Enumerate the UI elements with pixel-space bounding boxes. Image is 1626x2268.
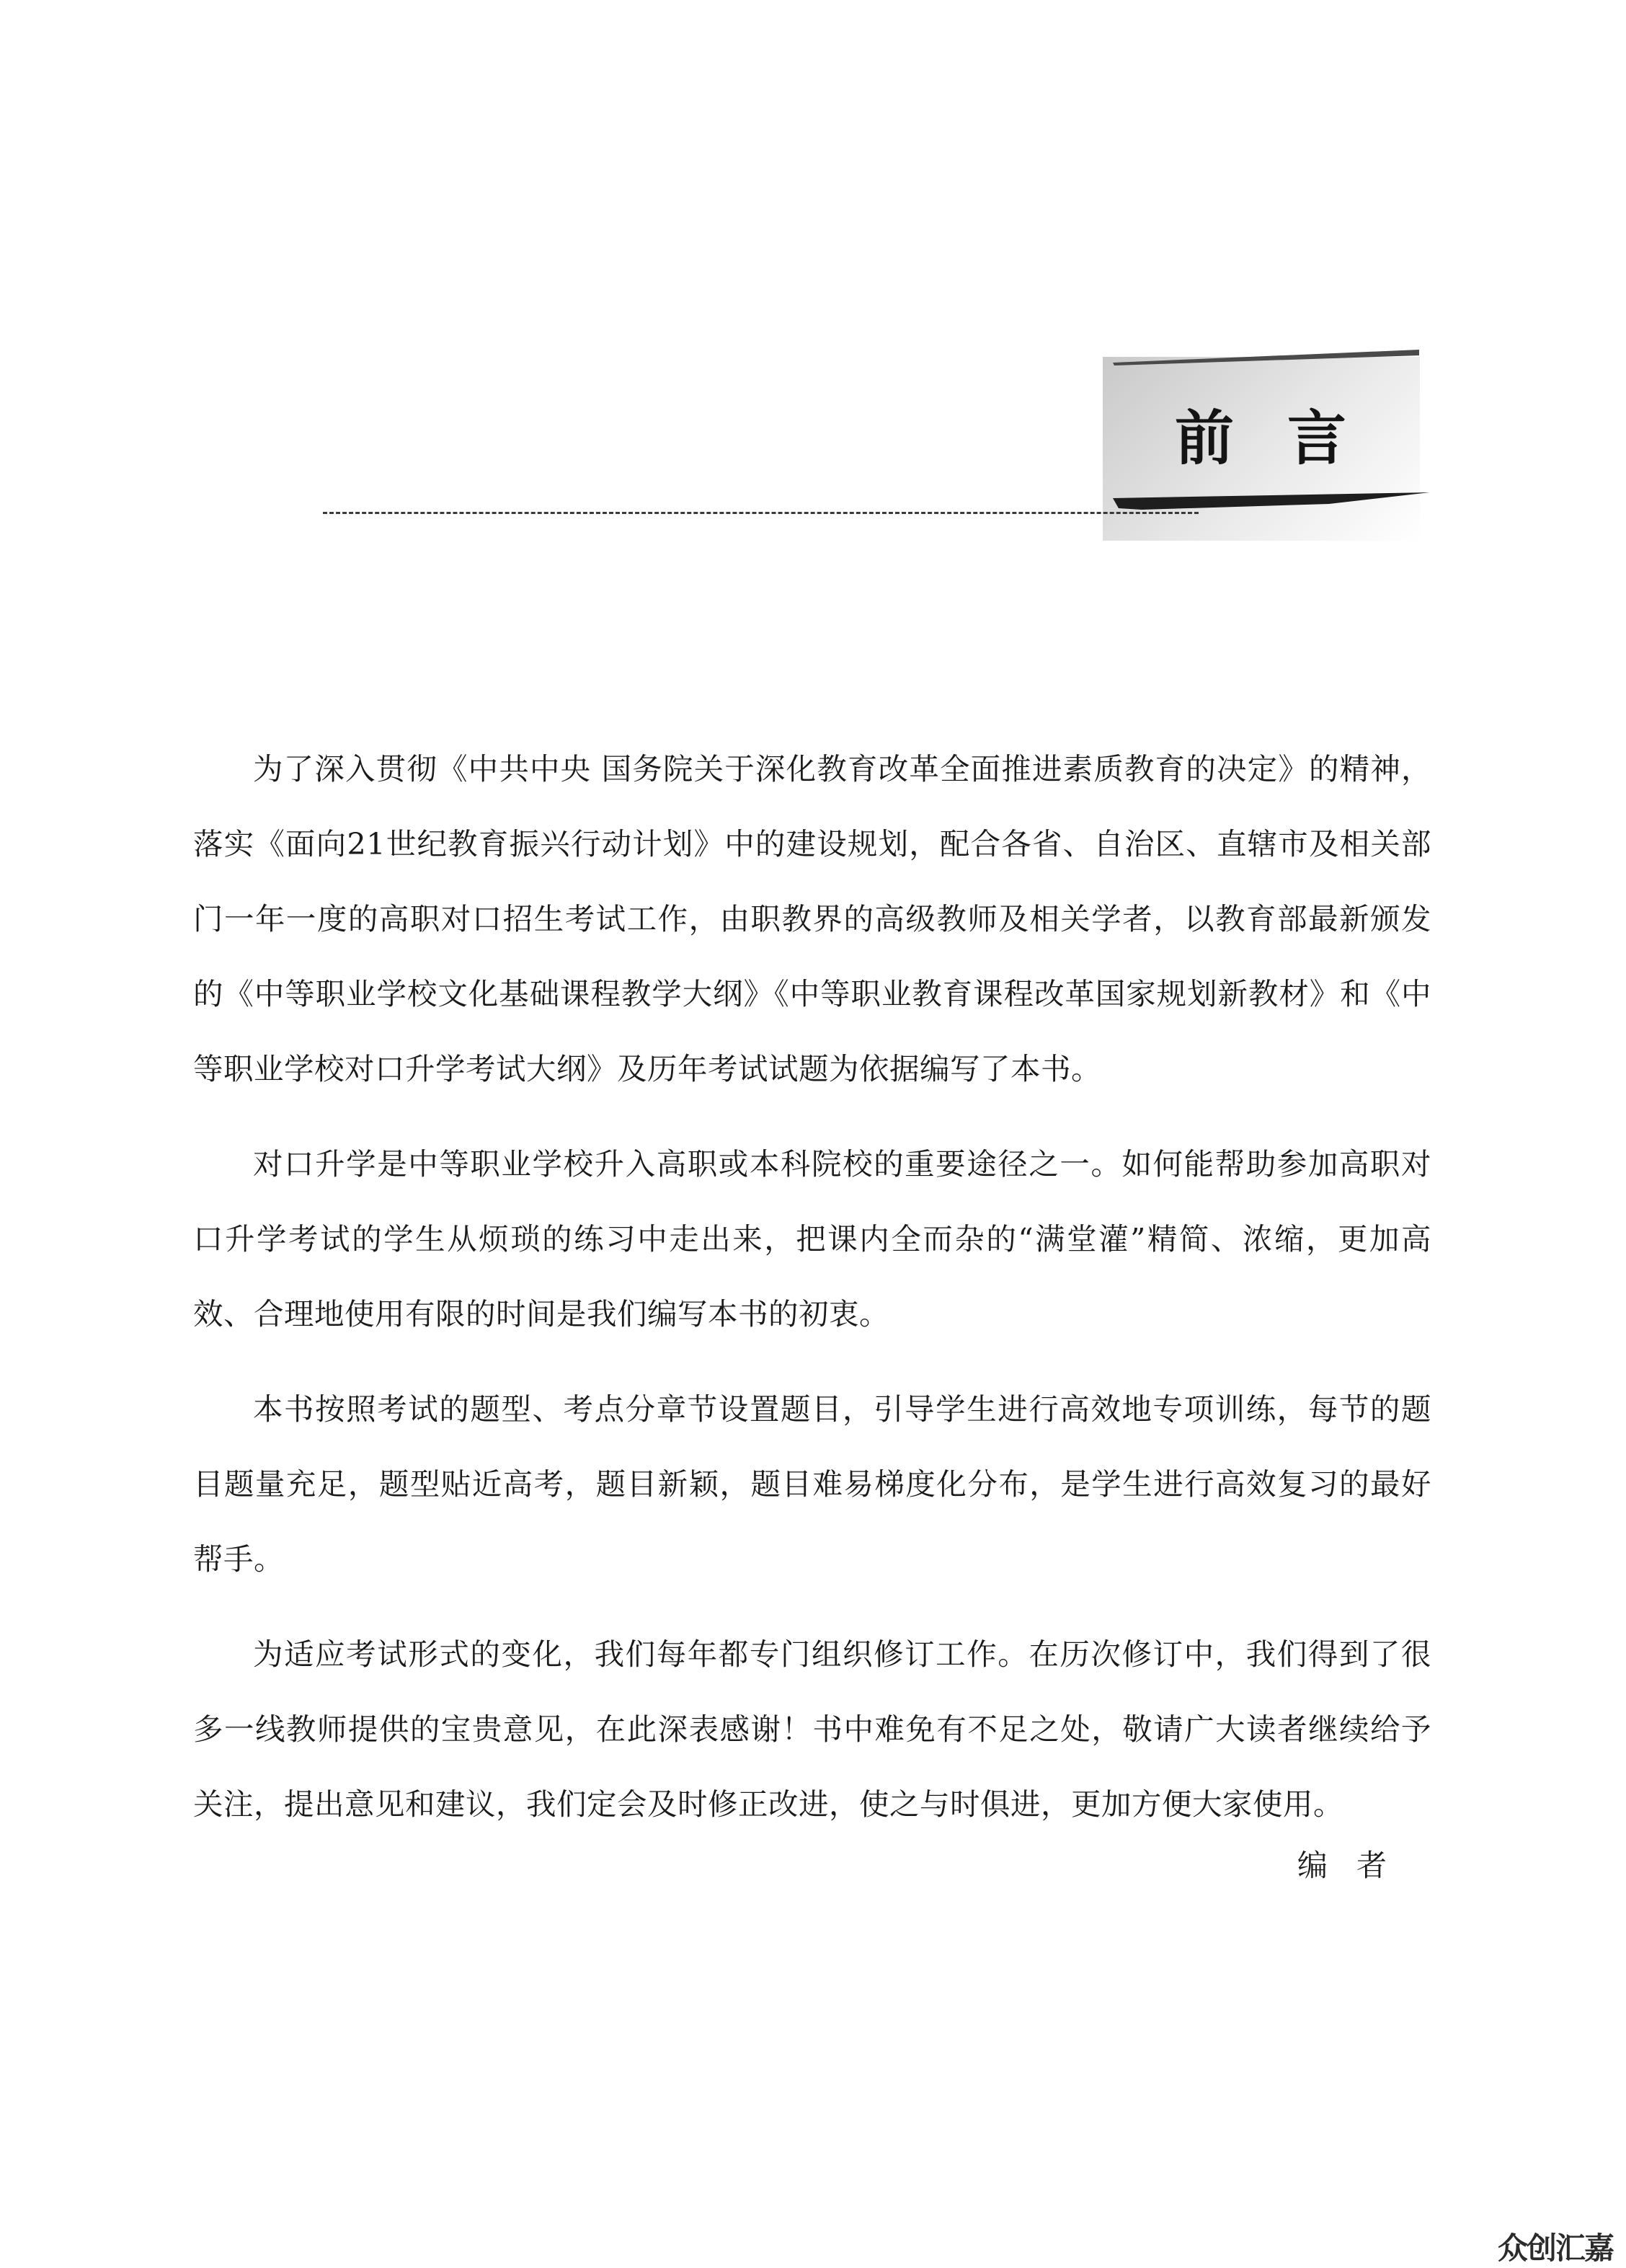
paragraph: 本书按照考试的题型、考点分章节设置题目，引导学生进行高效地专项训练，每节的题目题量充足，题型贴近高考，题目新颖，题目难易梯度化分布，是学生进行高效复习的最好帮手。 [193, 1391, 1431, 1577]
page-title: 前言 [1175, 404, 1400, 473]
watermark-text: 众创汇嘉 [1498, 2231, 1614, 2266]
heading-bar-top [1113, 350, 1419, 366]
paragraph: 对口升学是中等职业学校升入高职或本科院校的重要途径之一。如何能帮助参加高职对口升学考试的学生从烦琐的练习中走出来，把课内全而杂的“满堂灌”精简、浓缩，更加高效、合理地使用有限的时间是我们编写本书的初衷。 [193, 1146, 1431, 1332]
paragraph: 为适应考试形式的变化，我们每年都专门组织修订工作。在历次修订中，我们得到了很多一线教师提供的宝贵意见，在此深表感谢！书中难免有不足之处，敬请广大读者继续给予关注，提出意见和建议，我们定会及时修正改进，使之与时俱进，更加方便大家使用。 [193, 1636, 1431, 1822]
author-signature: 编者 [1297, 1848, 1416, 1883]
heading-bar-bottom [1113, 492, 1430, 510]
paragraph: 为了深入贯彻《中共中央 国务院关于深化教育改革全面推进素质教育的决定》的精神，落实《面向21世纪教育振兴行动计划》中的建设规划，配合各省、自治区、直辖市及相关部门一年一度的高职对口招生考试工作，由职教界的高级教师及相关学者，以教育部最新颁发的《中等职业学校文化基础课程教学大纲》《中等职业教育课程改革国家规划新教材》和《中等职业学校对口升学考试大纲》及历年考试试题为依据编写了本书。 [193, 751, 1431, 1086]
dotted-rule [323, 512, 1199, 514]
preface-body [193, 732, 1431, 1862]
